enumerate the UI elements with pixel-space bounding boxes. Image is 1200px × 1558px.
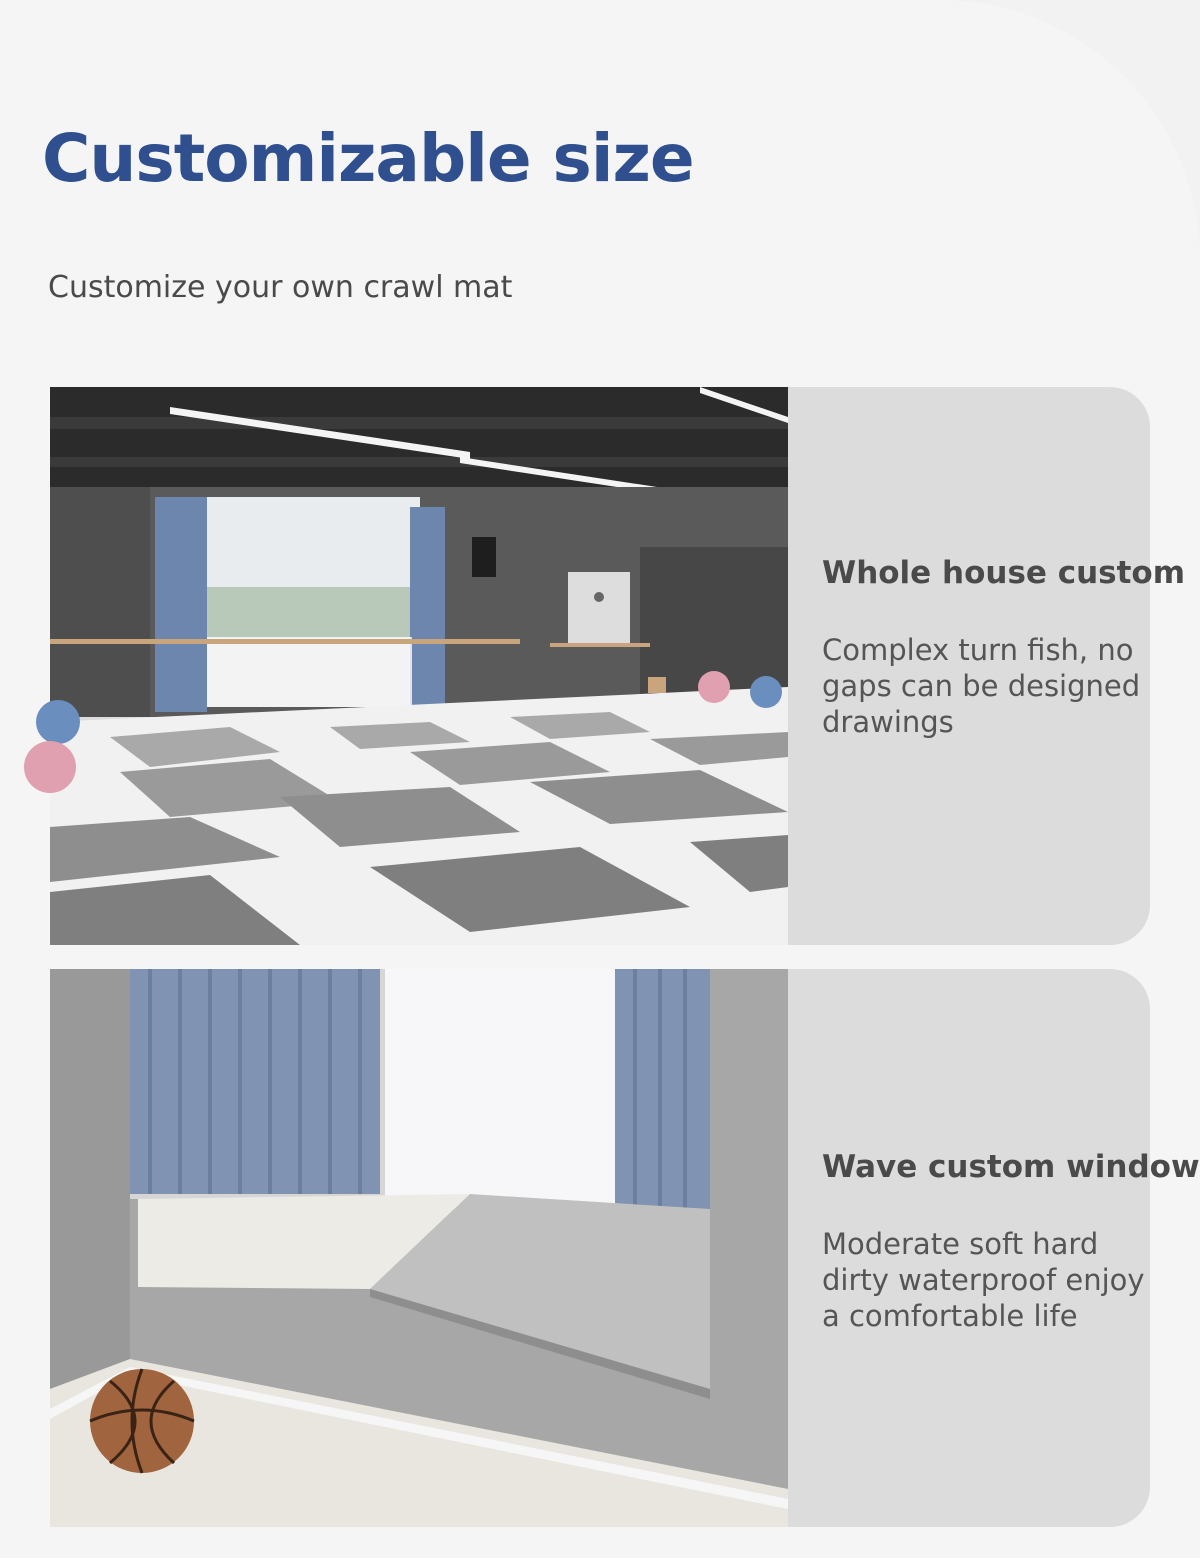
dance-studio-photo: [50, 387, 788, 945]
page-title: Customizable size: [42, 120, 694, 197]
feature-card-whole-house: [50, 387, 1186, 945]
card-description: Complex turn fish, no gaps can be designed drawings: [822, 633, 1141, 739]
card-text-block: [822, 387, 1186, 945]
card-heading: Whole house custom: [822, 555, 1186, 591]
page-subtitle: Customize your own crawl mat: [48, 270, 513, 305]
card-text-block: [822, 969, 1200, 1527]
bay-window-photo: [50, 969, 788, 1527]
card-heading: Wave custom window: [822, 1149, 1200, 1185]
card-description: Moderate soft hard dirty waterproof enjoy a comfortable life: [822, 1227, 1145, 1333]
feature-card-window: [50, 969, 1200, 1527]
